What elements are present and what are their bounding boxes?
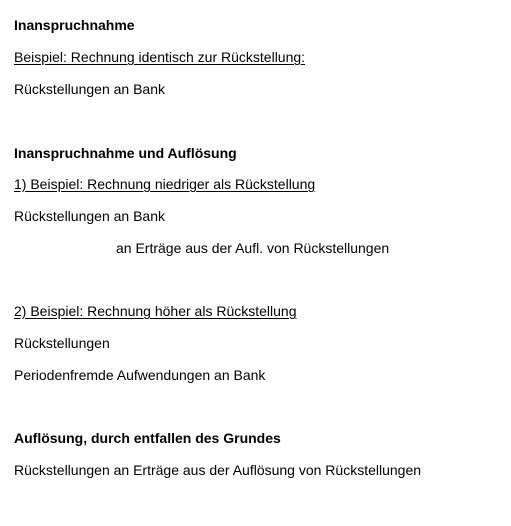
heading-inanspruchnahme: Inanspruchnahme: [14, 17, 135, 33]
heading-inanspruchnahme-und-aufloesung: Inanspruchnahme und Auflösung: [14, 145, 237, 161]
booking-entry-indented: an Erträge aus der Aufl. von Rückstellungen: [116, 240, 390, 256]
booking-entry: Rückstellungen an Erträge aus der Auflösung von Rückstellungen: [14, 462, 422, 478]
example-title-hoeher: 2) Beispiel: Rechnung höher als Rückstellung: [14, 303, 297, 319]
booking-entry: Rückstellungen: [14, 335, 110, 351]
booking-entry: Periodenfremde Aufwendungen an Bank: [14, 367, 266, 383]
example-title-identisch: Beispiel: Rechnung identisch zur Rückstellung:: [14, 49, 306, 65]
booking-entry: Rückstellungen an Bank: [14, 208, 165, 224]
booking-entry: Rückstellungen an Bank: [14, 81, 165, 97]
heading-aufloesung: Auflösung, durch entfallen des Grundes: [14, 430, 281, 446]
example-title-niedriger: 1) Beispiel: Rechnung niedriger als Rückstellung: [14, 176, 316, 192]
